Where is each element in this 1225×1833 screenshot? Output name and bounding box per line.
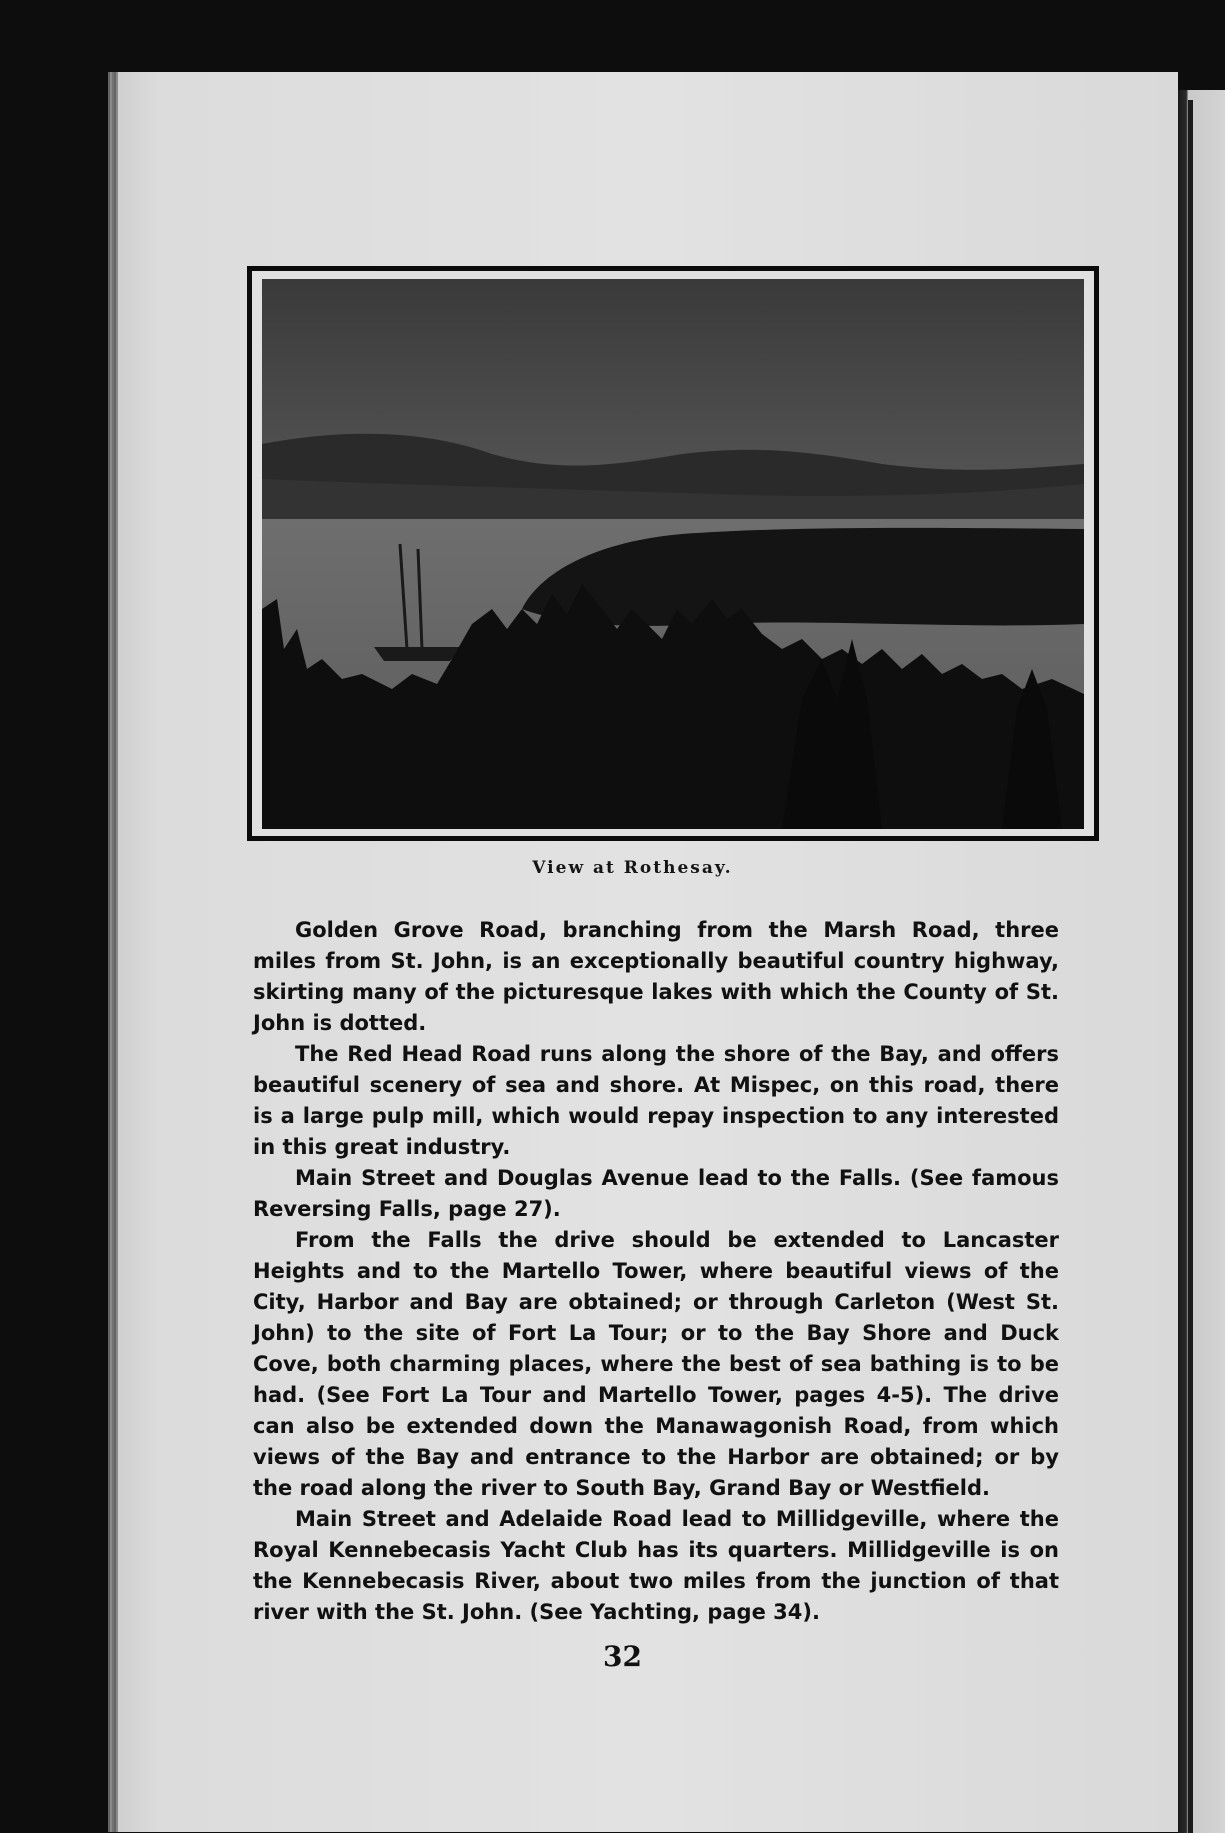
paragraph-red-head: The Red Head Road runs along the shore of the Bay, and offers beautiful scenery of sea and shore. At Mispec, on this road, there is a large pulp mill, which would repay inspection to any interested in this great industry. — [253, 1042, 1059, 1159]
photo-caption: View at Rothesay. — [532, 858, 733, 878]
page-number: 32 — [603, 1640, 642, 1673]
paragraph-golden-grove: Golden Grove Road, branching from the Marsh Road, three miles from St. John, is an exceptionally beautiful country highway, skirting many of the picturesque lakes with which the County of St. John is dotted. — [253, 918, 1059, 1035]
paragraph-main-street-falls: Main Street and Douglas Avenue lead to the Falls. (See famous Reversing Falls, page 27). — [253, 1166, 1059, 1221]
facing-page-edge — [1178, 90, 1225, 1833]
facing-page-gutter — [1188, 100, 1193, 1833]
paragraph-millidgeville: Main Street and Adelaide Road lead to Millidgeville, where the Royal Kennebecasis Yacht Club has its quarters. Millidgeville is on the Kennebecasis River, about two miles from the junction of that river with the St. John. (See Yachting, page 34). — [253, 1507, 1059, 1624]
paragraph-from-the-falls: From the Falls the drive should be extended to Lancaster Heights and to the Martello Tower, where beautiful views of the City, Harbor and Bay are obtained; or through Carleton (West St. John) to the site of Fort La Tour; or to the Bay Shore and Duck Cove, both charming places, where the best of sea bathing is to be had. (See Fort La Tour and Martello Tower, pages 4-5). The drive can also be extended down the Manawagonish Road, from which views of the Bay and entrance to the Harbor are obtained; or by the road along the river to South Bay, Grand Bay or Westfield. — [253, 1228, 1059, 1500]
landscape-photo — [262, 279, 1084, 829]
body-text — [253, 915, 1059, 1628]
photo-frame — [247, 266, 1099, 841]
landscape-photo-drawing — [262, 279, 1084, 829]
